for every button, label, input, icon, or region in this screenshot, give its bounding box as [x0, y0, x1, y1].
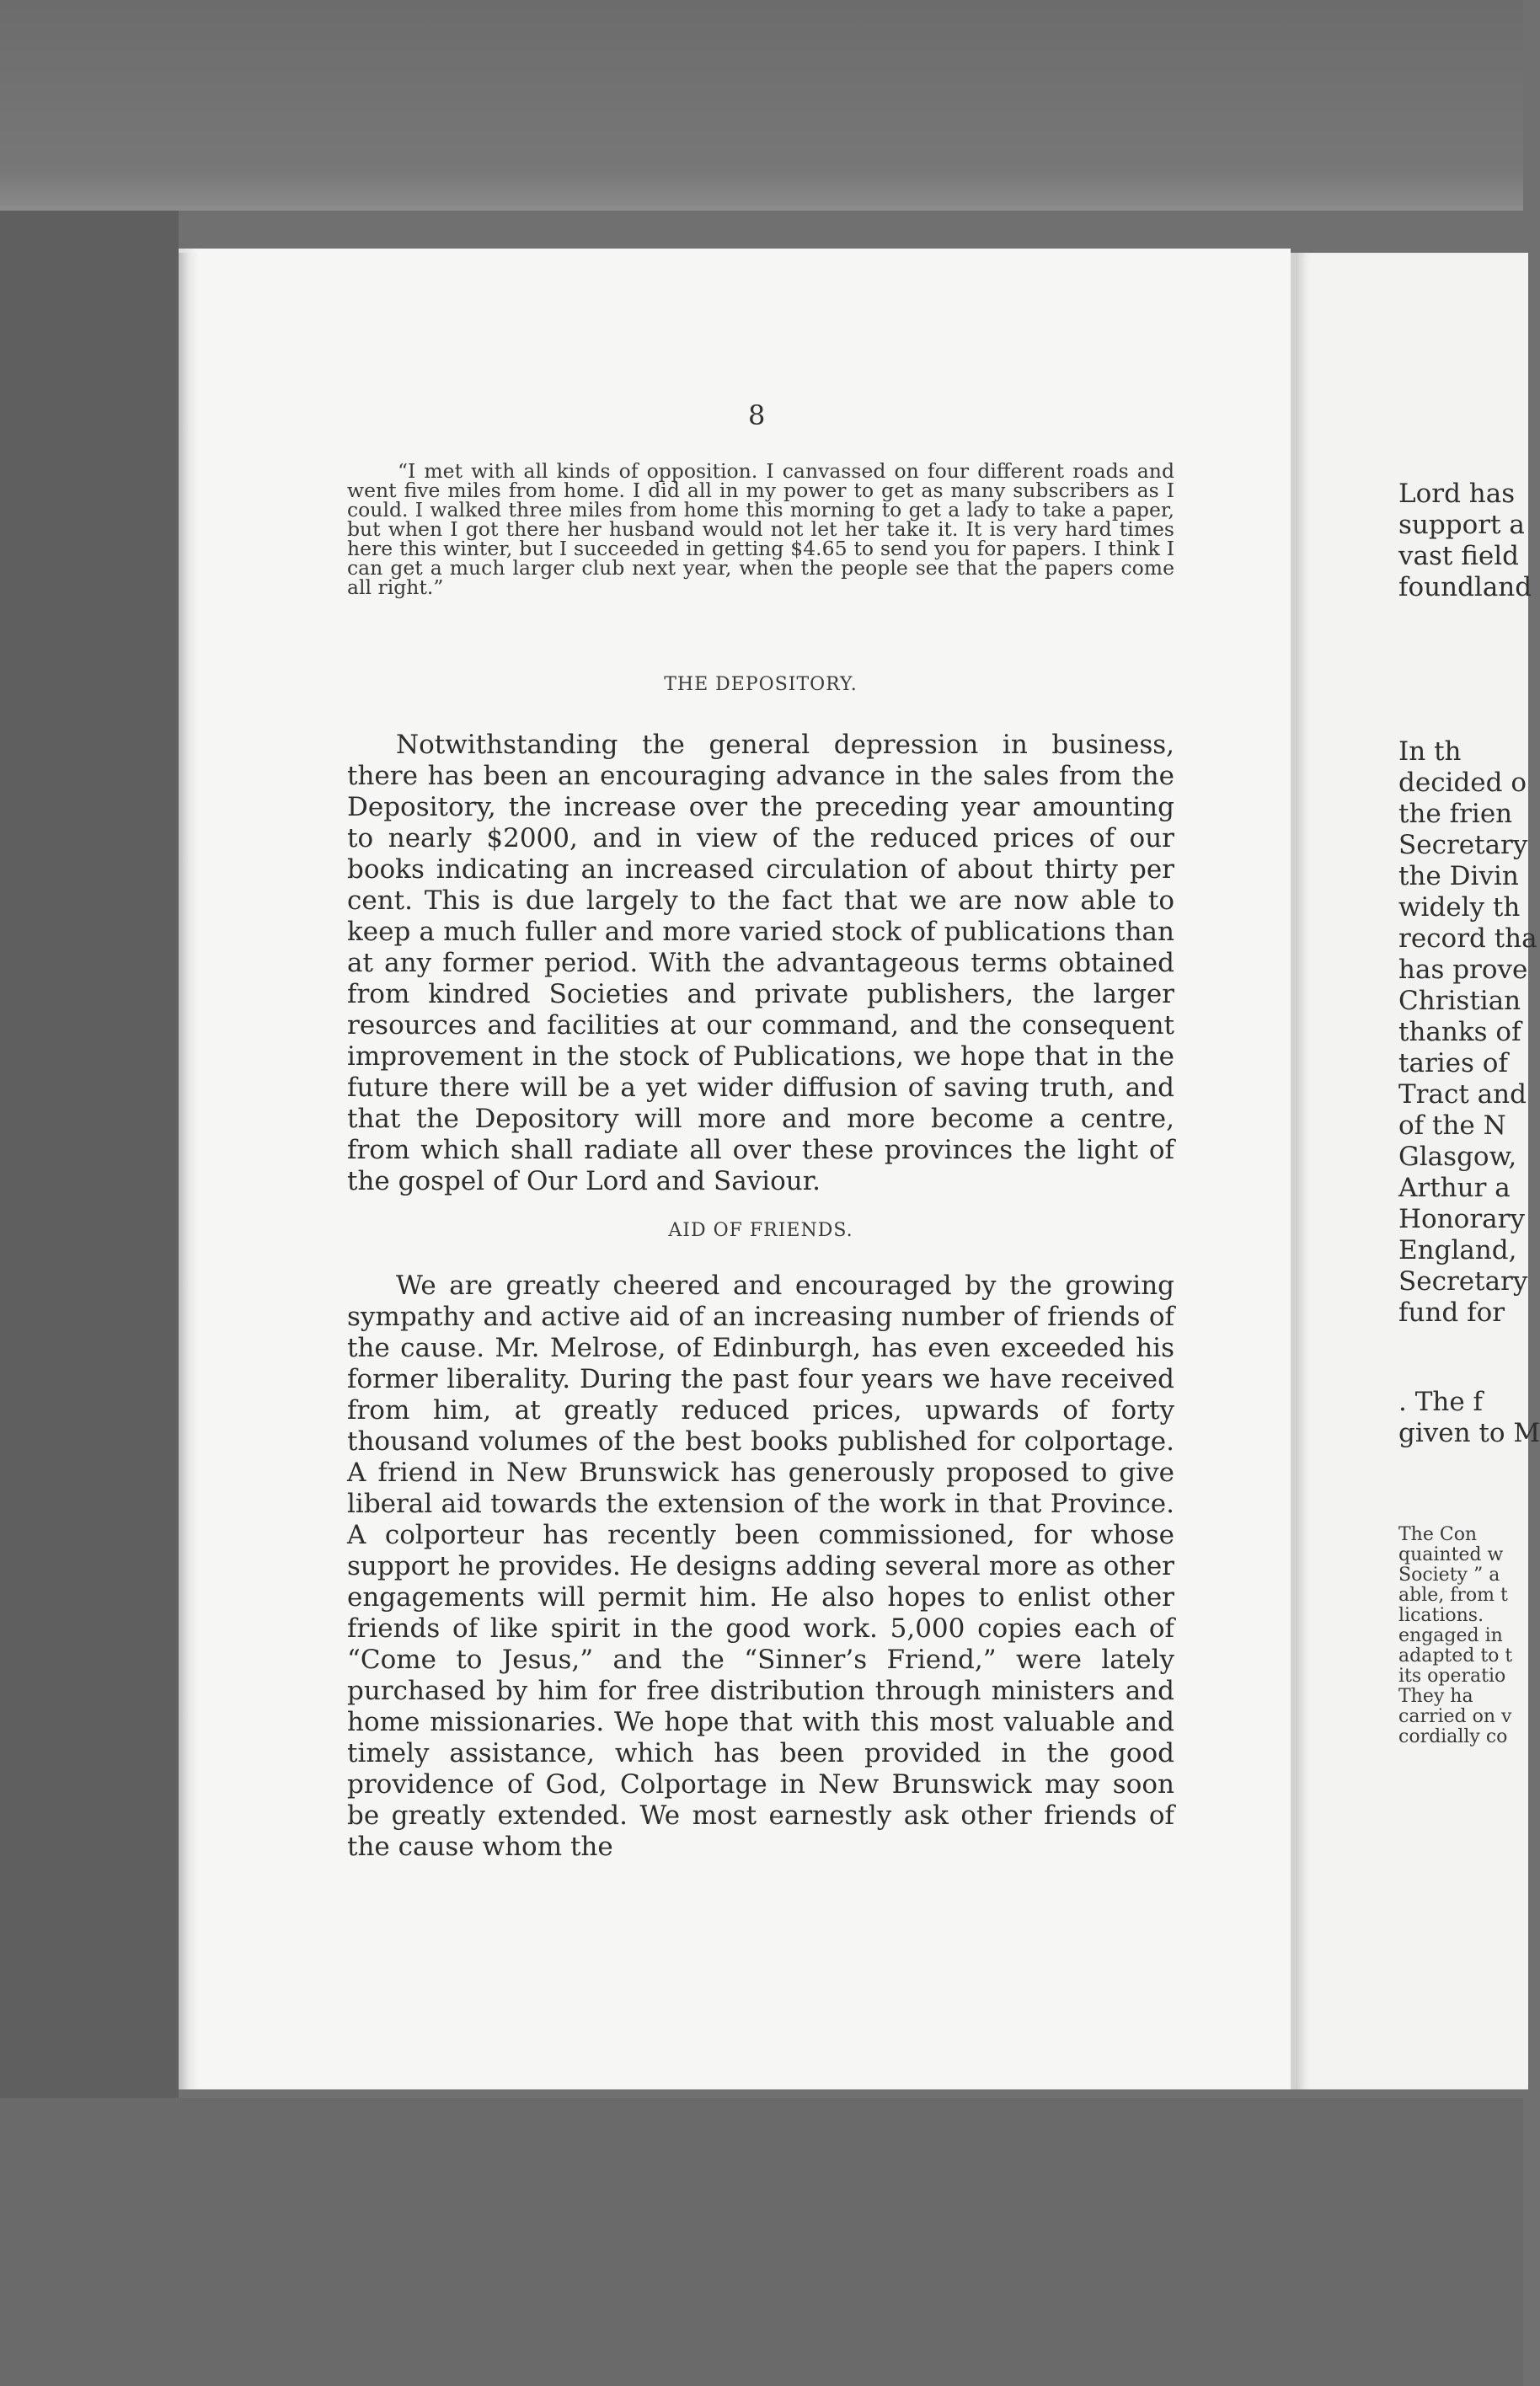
right-page-line: quainted w — [1398, 1544, 1504, 1565]
right-page-line: engaged in — [1398, 1625, 1503, 1646]
right-page-line: support a — [1398, 510, 1525, 540]
right-page-line: its operatio — [1398, 1666, 1506, 1687]
right-page-block-2 — [1398, 736, 1537, 1329]
right-page-line: Society ” a — [1398, 1565, 1500, 1586]
scanner-edge-line — [0, 206, 1523, 211]
right-page-line: Christian — [1398, 986, 1521, 1016]
scanner-background-bottom — [0, 2098, 1523, 2386]
right-page-line: Tract and — [1398, 1079, 1527, 1110]
right-page-line: of the N — [1398, 1110, 1506, 1141]
right-page-line: taries of — [1398, 1048, 1508, 1078]
right-page-block-1 — [1398, 479, 1532, 603]
right-page-line: given to M — [1398, 1418, 1540, 1448]
right-page-line: adapted to t — [1398, 1645, 1513, 1666]
right-page-line: decided o — [1398, 768, 1527, 798]
right-page-line: has prove — [1398, 955, 1528, 985]
section-body-depository: Notwithstanding the general depression in business, there has been an encouraging advance in the sales from the Depository, the increase over the preceding year amounting to nearly $2000, and in view of the reduced prices of our books indicating an increased circulation of about thirty per cent. This is due largely to the fact that we are now able to keep a much fuller and more varied stock of publications than at any former period. With the advantageous terms obtained from kindred Societies and private publishers, the larger resources and facilities at our command, and the consequent improvement in the stock of Publications, we hope that in the future there will be a yet wider diffusion of saving truth, and that the Depository will more and more become a centre, from which shall radiate all over these provinces the light of the gospel of Our Lord and Saviour. — [347, 730, 1174, 1196]
right-page-line: Secretary — [1398, 830, 1528, 860]
right-page-line: record tha — [1398, 923, 1537, 954]
section-heading-depository: THE DEPOSITORY. — [664, 674, 858, 695]
section-body-aid-of-friends: We are greatly cheered and encouraged by the growing sympathy and active aid of an increasing number of friends of the cause. Mr. Melrose, of Edinburgh, has even exceeded his former liberality. During the past four years we have received from him, at greatly reduced prices, upwards of forty thousand volumes of the best books published for colportage. A friend in New Brunswick has generously proposed to give liberal aid towards the extension of the work in that Province. A colporteur has recently been commissioned, for whose support he provides. He designs adding several more as other engagements will permit him. He also hopes to enlist other friends of like spirit in the good work. 5,000 copies each of “Come to Jesus,” and the “Sinner’s Friend,” were lately purchased by him for free distribution through ministers and home missionaries. We hope that with this most valuable and timely assistance, which has been provided in the good providence of God, Colportage in New Brunswick may soon be greatly extended. We most earnestly ask other friends of the cause whom the — [347, 1271, 1174, 1862]
right-page-line: They ha — [1398, 1686, 1473, 1707]
scanner-background-top — [0, 0, 1523, 211]
section-heading-aid-of-friends: AID OF FRIENDS. — [668, 1220, 853, 1241]
right-page-line: The Con — [1398, 1524, 1478, 1545]
right-page-line: Arthur a — [1398, 1173, 1511, 1203]
right-page-line: Glasgow, — [1398, 1142, 1517, 1172]
right-page-line: In th — [1398, 736, 1462, 767]
right-page-line: the frien — [1398, 799, 1513, 829]
right-page-footnote — [1398, 1525, 1523, 1747]
right-page-line: carried on v — [1398, 1706, 1512, 1727]
right-page-line: widely th — [1398, 892, 1521, 923]
right-page-line: England, — [1398, 1235, 1517, 1265]
right-page-line: lications. — [1398, 1605, 1484, 1626]
right-page-line: cordially co — [1398, 1726, 1508, 1747]
right-page-line: Lord has — [1398, 479, 1516, 509]
right-page-line: the Divin — [1398, 861, 1519, 891]
colporteur-quote: “I met with all kinds of opposition. I canvassed on four different roads and went five miles from home. I did all in my power to get as many subscribers as I could. I walked three miles from home this morning to get a lady to take a paper, but when I got there her husband would not let her take it. It is very hard times here this winter, but I succeeded in getting $4.65 to send you for papers. I think I can get a much larger club next year, when the people see that the papers come all right.” — [347, 459, 1174, 599]
page-binding-edge — [179, 253, 197, 2089]
scanner-background-left — [0, 211, 179, 2098]
right-page-line: . The f — [1398, 1387, 1484, 1417]
right-page-line: vast field — [1398, 541, 1519, 571]
right-page-line: Secretary — [1398, 1266, 1528, 1297]
right-page-line: able, from t — [1398, 1585, 1508, 1606]
right-page-line: fund for — [1398, 1297, 1505, 1328]
right-page-block-3 — [1398, 1387, 1540, 1449]
right-page-line: thanks of — [1398, 1017, 1521, 1047]
right-page-line: Honorary — [1398, 1204, 1525, 1234]
right-page-line: foundland — [1398, 572, 1532, 602]
page-number: 8 — [748, 399, 766, 431]
